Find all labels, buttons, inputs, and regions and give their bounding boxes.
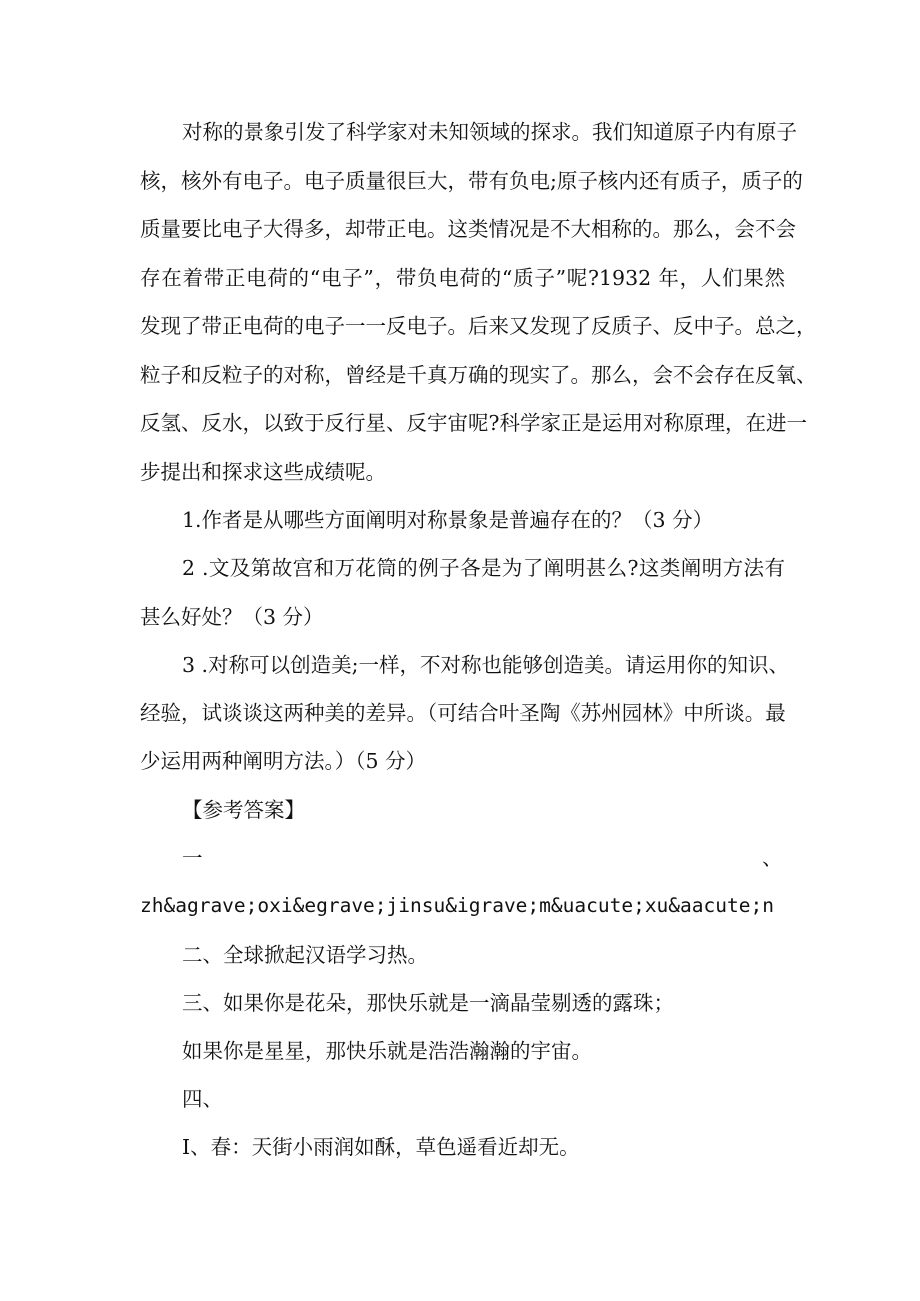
- answer-1-separator: 、: [762, 846, 783, 870]
- passage-line-1: 对称的景象引发了科学家对未知领域的探求。我们知道原子内有原子: [182, 120, 797, 144]
- passage-line-2: 核，核外有电子。电子质量很巨大，带有负电;原子核内还有质子，质子的: [140, 169, 803, 193]
- question-2-line-1: 2 .文及第故宫和万花筒的例子各是为了阐明甚么?这类阐明方法有: [182, 556, 785, 580]
- answer-1-text: zh&agrave;oxi&egrave;jinsu&igrave;m&uacute;xu&aacute;n: [140, 894, 774, 917]
- answer-2: 二、全球掀起汉语学习热。: [182, 943, 428, 967]
- answer-1-number: 一: [182, 846, 203, 870]
- passage-line-3: 质量要比电子大得多，却带正电。这类情况是不大相称的。那么，会不会: [140, 217, 796, 241]
- answers-heading: 【参考答案】: [182, 798, 305, 822]
- passage-line-6: 粒子和反粒子的对称，曾经是千真万确的现实了。那么，会不会存在反氧、: [140, 363, 817, 387]
- passage-line-7: 反氢、反水，以致于反行星、反宇宙呢?科学家正是运用对称原理，在进一: [140, 411, 807, 435]
- question-3-line-3: 少运用两种阐明方法。）（5 分）: [140, 749, 427, 773]
- question-2-line-2: 甚么好处？（3 分）: [140, 605, 324, 629]
- answer-3-line-1: 三、如果你是花朵，那快乐就是一滴晶莹剔透的露珠；: [182, 991, 674, 1015]
- question-3-line-1: 3 .对称可以创造美;一样，不对称也能够创造美。请运用你的知识、: [182, 653, 789, 677]
- passage-line-5: 发现了带正电荷的电子一一反电子。后来又发现了反质子、反中子。总之，: [140, 314, 817, 338]
- passage-line-8: 步提出和探求这些成绩呢。: [140, 460, 386, 484]
- question-1: 1.作者是从哪些方面阐明对称景象是普遍存在的？（3 分）: [182, 508, 714, 532]
- answer-4-heading: 四、: [182, 1087, 223, 1111]
- answer-4-item-1: I、春：天街小雨润如酥，草色遥看近却无。: [182, 1135, 580, 1159]
- question-3-line-2: 经验，试谈谈这两种美的差异。（可结合叶圣陶《苏州园林》中所谈。最: [140, 701, 786, 725]
- answer-3-line-2: 如果你是星星，那快乐就是浩浩瀚瀚的宇宙。: [182, 1039, 592, 1063]
- passage-line-4: 存在着带正电荷的“电子”，带负电荷的“质子”呢?1932 年，人们果然: [140, 266, 785, 290]
